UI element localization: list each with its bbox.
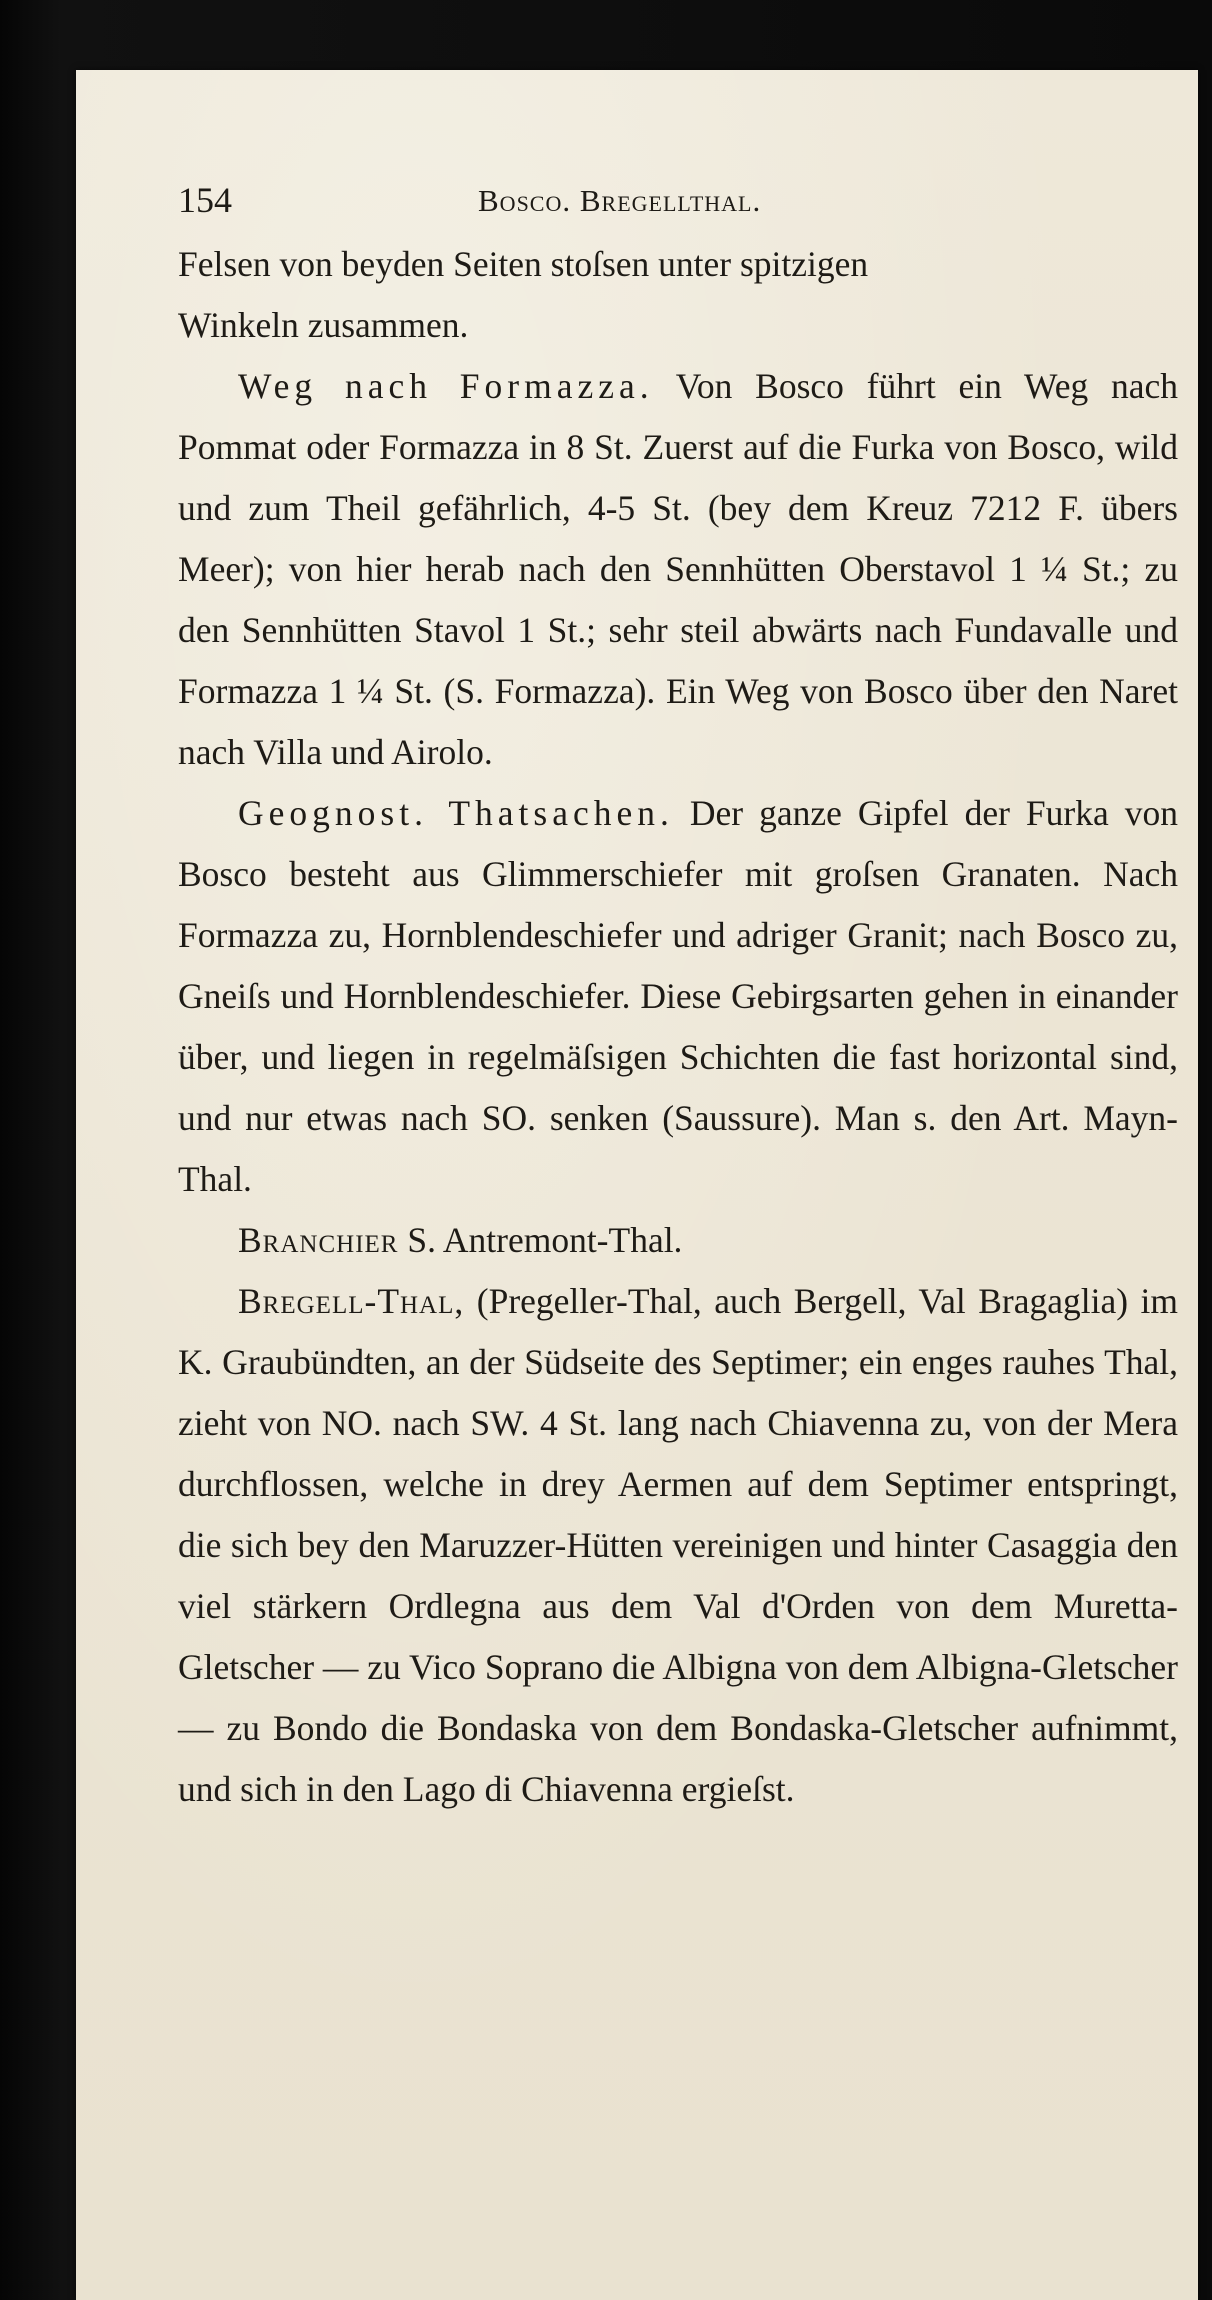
text-line: Winkeln zusammen. [178, 305, 469, 345]
section-lead: Geognost. Thatsachen. [238, 793, 674, 833]
paragraph-body: Von Bosco führt ein Weg nach Pommat oder Formazza in 8 St. Zuerst auf die Furka von Bosco, wild und zum Theil gefährlich, 4-5 St. (bey dem Kreuz 7212 F. übers Meer); von hier herab nach den Sennhütten Oberstavol 1 ¼ St.; zu den Sennhütten Stavol 1 St.; sehr steil abwärts nach Fundavalle und Formazza 1 ¼ St. (S. Formazza). Ein Weg von Bosco über den Naret nach Villa und Airolo. [178, 366, 1179, 772]
paragraph-weg-nach-formazza [178, 356, 1178, 783]
paragraph-body: Der ganze Gipfel der Furka von Bosco besteht aus Glimmerschiefer mit groſsen Granaten. Nach Formazza zu, Hornblendeschiefer und adriger Granit; nach Bosco zu, Gneiſs und Hornblendeschiefer. Diese Gebirgsarten gehen in einander über, und liegen in regelmäſsigen Schichten die fast horizontal sind, und nur etwas nach SO. senken (Saussure). Man s. den Art. Mayn-Thal. [178, 793, 1179, 1199]
entry-body: (Pregeller-Thal, auch Bergell, Val Bragaglia) im K. Graubündten, an der Südseite des Septimer; ein enges rauhes Thal, zieht von NO. nach SW. 4 St. lang nach Chiavenna zu, von der Mera durchflossen, welche in drey Aermen auf dem Septimer entspringt, die sich bey den Maruzzer-Hütten vereinigen und hinter Casaggia den viel stärkern Ordlegna aus dem Val d'Orden von dem Muretta-Gletscher — zu Vico Soprano die Albigna von dem Albigna-Gletscher — zu Bondo die Bondaska von dem Bondaska-Gletscher aufnimmt, und sich in den Lago di Chiavenna ergieſst. [178, 1281, 1178, 1809]
paragraph-geognost [178, 783, 1178, 1210]
page-text [178, 170, 1178, 1820]
entry-headword: Branchier [238, 1220, 399, 1260]
running-head: Bosco. Bregellthal. [478, 183, 762, 218]
entry-body: S. Antremont-Thal. [407, 1220, 683, 1260]
page-number: 154 [178, 180, 232, 220]
entry-branchier [178, 1210, 1178, 1271]
page-header [178, 170, 1178, 232]
entry-bregell-thal [178, 1271, 1178, 1820]
text-line: Felsen von beyden Seiten stoſsen unter spitzigen [178, 244, 869, 284]
section-lead: Weg nach Formazza. [238, 366, 654, 406]
paragraph-rock-walls [178, 234, 1178, 356]
entry-headword: Bregell-Thal, [238, 1281, 465, 1321]
